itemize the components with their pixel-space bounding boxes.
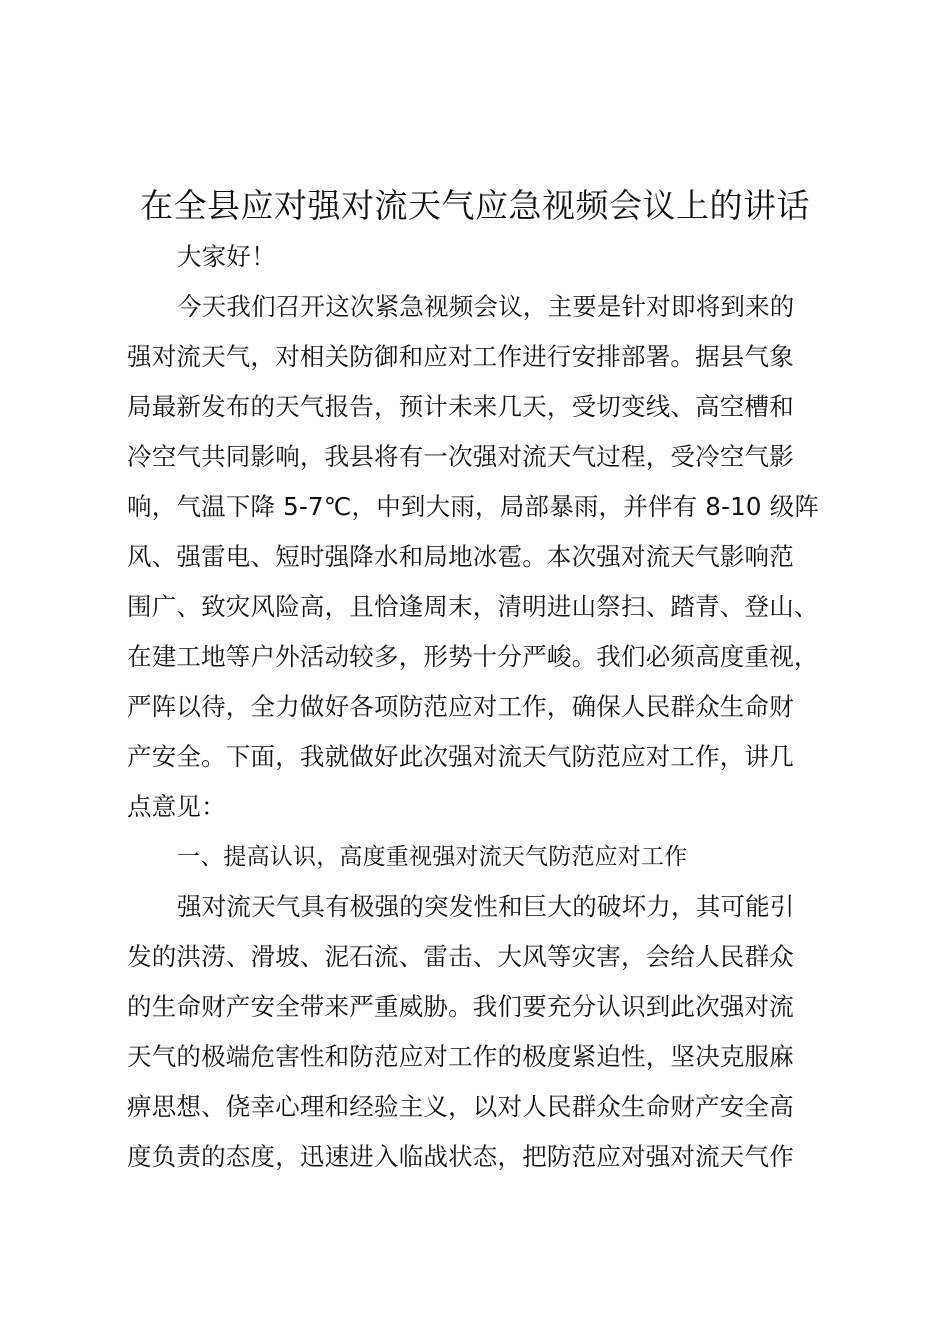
section-1-heading: 一、提高认识，高度重视强对流天气防范应对工作 bbox=[177, 844, 688, 870]
paragraph-2-line: 痹思想、侥幸心理和经验主义，以对人民群众生命财产安全高 bbox=[127, 1092, 794, 1121]
greeting-line: 大家好！ bbox=[177, 242, 276, 271]
paragraph-2-line: 度负责的态度，迅速进入临战状态，把防范应对强对流天气作 bbox=[127, 1142, 794, 1171]
paragraph-1-line: 响，气温下降 5-7℃，中到大雨，局部暴雨，并伴有 8-10 级阵 bbox=[127, 492, 820, 521]
paragraph-1-line: 产安全。下面，我就做好此次强对流天气防范应对工作，讲几 bbox=[127, 742, 794, 771]
document-body bbox=[127, 232, 837, 1182]
paragraph-1-line: 强对流天气，对相关防御和应对工作进行安排部署。据县气象 bbox=[127, 342, 794, 371]
document-title: 在全县应对强对流天气应急视频会议上的讲话 bbox=[140, 186, 810, 225]
paragraph-2-line: 天气的极端危害性和防范应对工作的极度紧迫性，坚决克服麻 bbox=[127, 1042, 794, 1071]
paragraph-1-line: 冷空气共同影响，我县将有一次强对流天气过程，受冷空气影 bbox=[127, 442, 794, 471]
paragraph-1-line: 点意见： bbox=[127, 792, 226, 821]
paragraph-2-line: 强对流天气具有极强的突发性和巨大的破坏力，其可能引 bbox=[177, 892, 795, 921]
paragraph-1-line: 在建工地等户外活动较多，形势十分严峻。我们必须高度重视， bbox=[127, 642, 819, 671]
paragraph-2-line: 发的洪涝、滑坡、泥石流、雷击、大风等灾害，会给人民群众 bbox=[127, 942, 794, 971]
paragraph-1-line: 今天我们召开这次紧急视频会议，主要是针对即将到来的 bbox=[177, 292, 795, 321]
paragraph-1-line: 局最新发布的天气报告，预计未来几天，受切变线、高空槽和 bbox=[127, 392, 794, 421]
paragraph-1-line: 风、强雷电、短时强降水和局地冰雹。本次强对流天气影响范 bbox=[127, 542, 794, 571]
paragraph-1-line: 严阵以待，全力做好各项防范应对工作，确保人民群众生命财 bbox=[127, 692, 794, 721]
paragraph-2-line: 的生命财产安全带来严重威胁。我们要充分认识到此次强对流 bbox=[127, 992, 794, 1021]
paragraph-1-line: 围广、致灾风险高，且恰逢周末，清明进山祭扫、踏青、登山、 bbox=[127, 592, 819, 621]
